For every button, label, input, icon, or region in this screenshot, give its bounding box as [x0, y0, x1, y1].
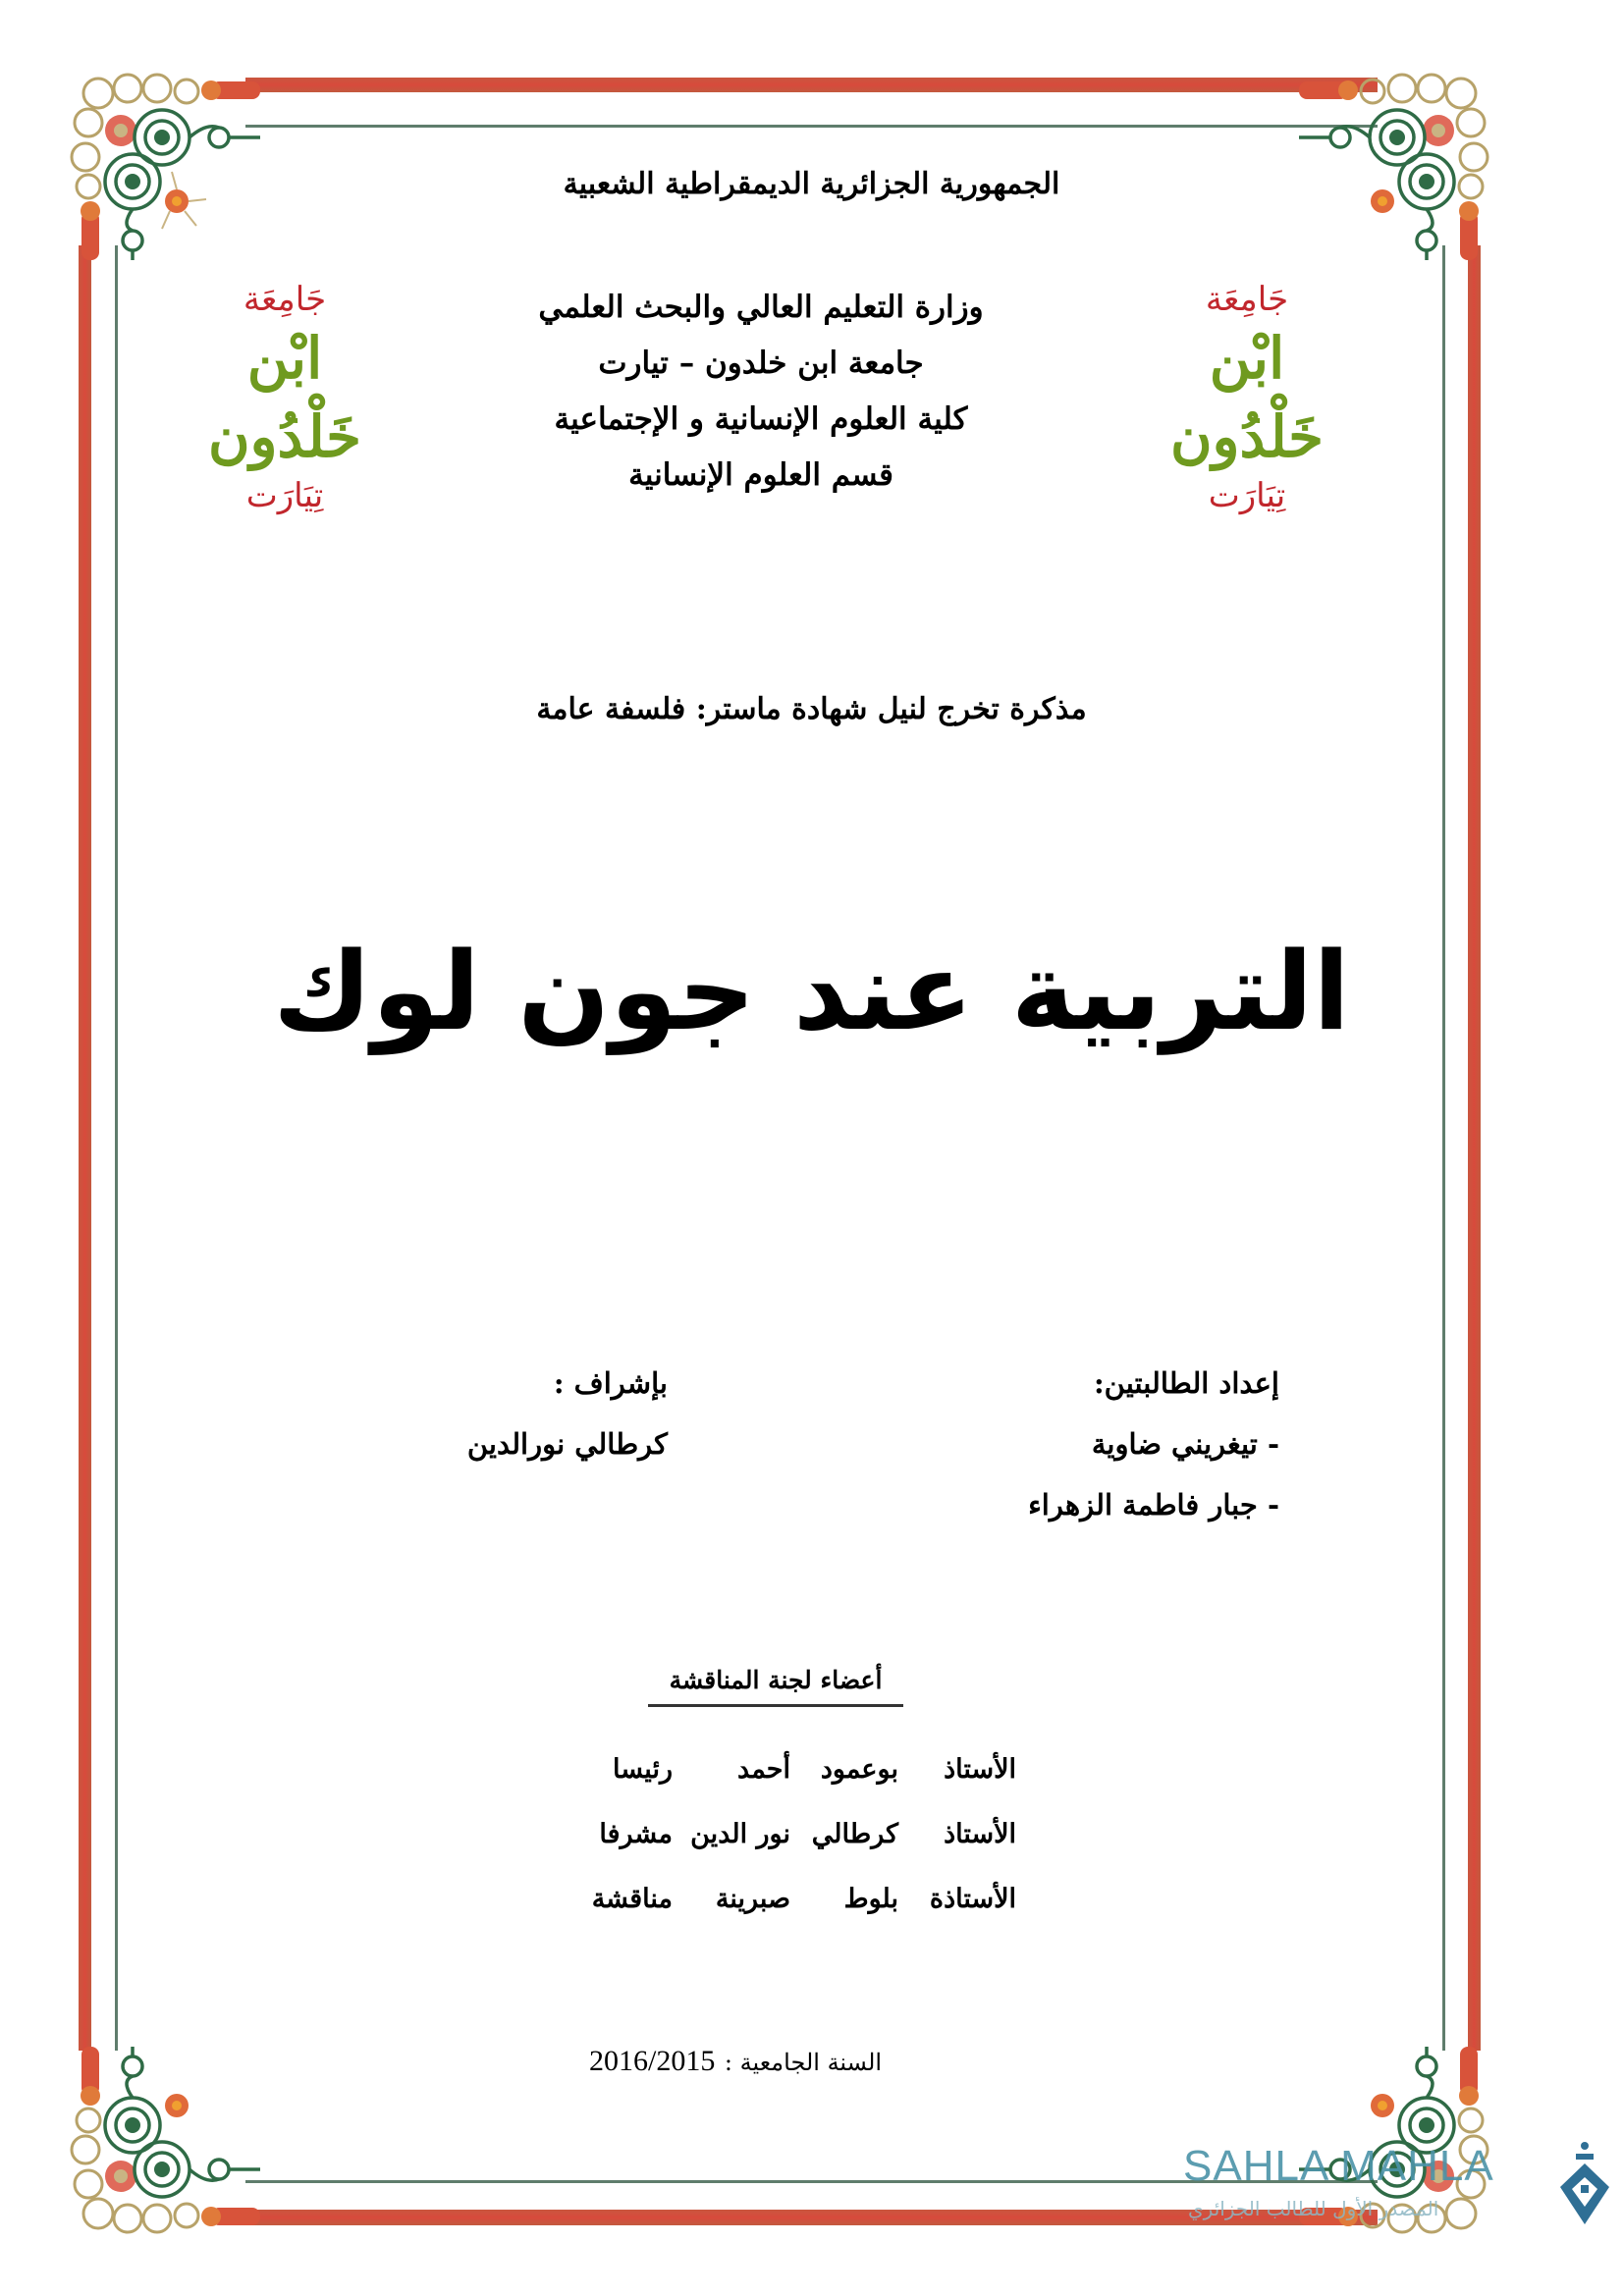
committee-member-row — [545, 1867, 1016, 1932]
department-line: قسم العلوم الإنسانية — [628, 457, 893, 493]
member-role: مشرفا — [599, 1819, 673, 1849]
member-first-name: صبرينة — [715, 1884, 790, 1914]
memo-subtitle: مذكرة تخرج لنيل شهادة ماستر: فلسفة عامة — [536, 692, 1087, 726]
corner-ornament-icon — [1299, 64, 1495, 260]
supervisor-name: كرطالي نورالدين — [466, 1427, 668, 1461]
frame-left-red-bar — [79, 245, 91, 2051]
member-role: مناقشة — [591, 1884, 673, 1914]
logo-line-name: ابْن خَلْدُون — [207, 325, 362, 470]
member-role: رئيسا — [612, 1754, 673, 1785]
academic-year — [589, 2044, 882, 2078]
frame-left-green-line — [115, 245, 118, 2051]
watermark-brand: SAHLA MAHLA — [1183, 2142, 1494, 2190]
sahla-mahla-watermark — [1178, 2110, 1623, 2228]
student-name: - جبار فاطمة الزهراء — [1028, 1488, 1279, 1522]
corner-ornament-icon — [64, 2047, 260, 2243]
student-name: - تيغريني ضاوية — [1091, 1427, 1279, 1461]
frame-top-red-bar — [245, 78, 1378, 92]
member-title: الأستاذ — [944, 1819, 1016, 1849]
logo-line-city: تِيَارَت — [245, 476, 324, 515]
supervisor-label: بإشراف : — [553, 1366, 668, 1400]
logo-line-university: جَامِعَة — [243, 280, 327, 319]
committee-heading: أعضاء لجنة المناقشة — [648, 1666, 903, 1707]
member-first-name: نور الدين — [690, 1819, 790, 1849]
frame-right-green-line — [1442, 245, 1445, 2051]
university-logo-right — [1139, 280, 1355, 515]
member-title: الأستاذة — [929, 1884, 1016, 1914]
logo-line-university: جَامِعَة — [1205, 280, 1289, 319]
committee-member-row — [545, 1802, 1016, 1867]
logo-line-city: تِيَارَت — [1208, 476, 1286, 515]
committee-member-row — [545, 1737, 1016, 1802]
frame-right-red-bar — [1468, 245, 1481, 2051]
member-last-name: كرطالي — [811, 1819, 898, 1849]
republic-heading: الجمهورية الجزائرية الديمقراطية الشعبية — [563, 167, 1060, 201]
member-title: الأستاذ — [944, 1754, 1016, 1785]
ministry-line: وزارة التعليم العالي والبحث العلمي — [538, 290, 984, 325]
member-last-name: بوعمود — [820, 1754, 898, 1785]
academic-year-value: 2016/2015 — [589, 2045, 716, 2077]
students-block — [1028, 1353, 1279, 1535]
university-logo-left — [177, 280, 393, 515]
logo-line-name: ابْن خَلْدُون — [1169, 325, 1325, 470]
students-label: إعداد الطالبتين: — [1093, 1366, 1279, 1400]
member-first-name: أحمد — [737, 1754, 790, 1785]
institution-block — [461, 280, 1060, 504]
committee-list — [545, 1737, 1016, 1932]
university-line: جامعة ابن خلدون – تيارت — [598, 346, 924, 381]
academic-year-label: السنة الجامعية : — [724, 2049, 883, 2076]
thesis-title: التربية عند جون لوك — [273, 929, 1350, 1054]
frame-top-green-line — [245, 125, 1378, 128]
sahla-mahla-logo-icon — [1550, 2138, 1619, 2226]
member-last-name: بلوط — [843, 1884, 898, 1914]
watermark-tagline: المصدر الأول للطالب الجزائري — [1188, 2197, 1439, 2220]
corner-ornament-icon — [64, 64, 260, 260]
supervisor-block — [344, 1353, 668, 1474]
faculty-line: كلية العلوم الإنسانية و الإجتماعية — [554, 401, 968, 437]
